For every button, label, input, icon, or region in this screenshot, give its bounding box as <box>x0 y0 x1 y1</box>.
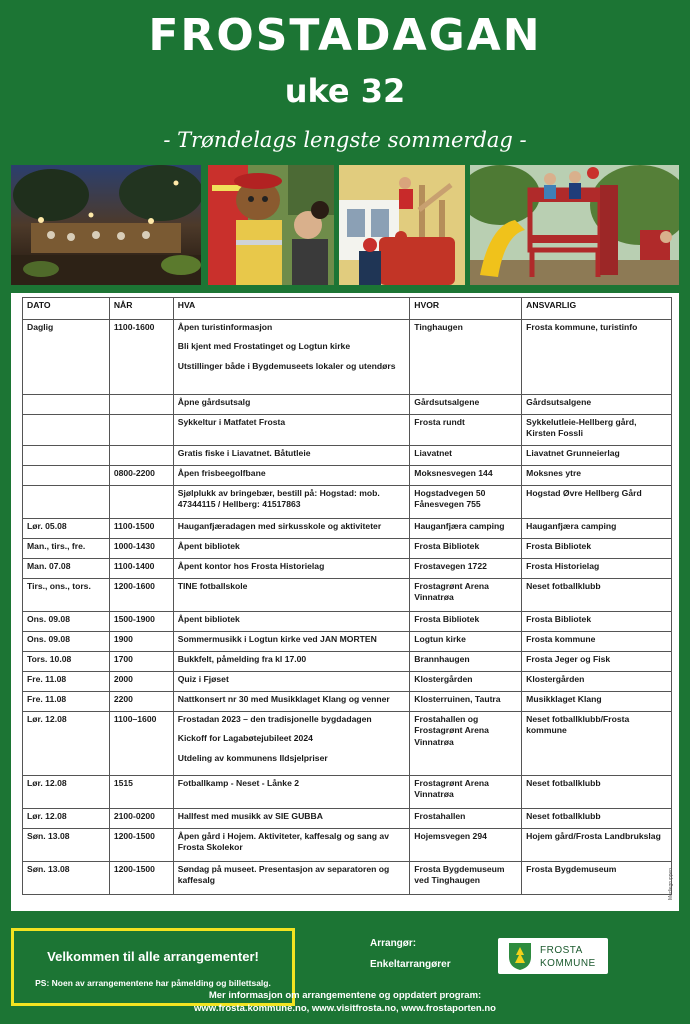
cell-ansvarlig: Frosta kommune <box>522 632 672 652</box>
cell-dato: Lør. 12.08 <box>23 809 110 829</box>
cell-ansvarlig: Neset fotballklubb <box>522 809 672 829</box>
cell-nar: 0800-2200 <box>109 466 173 486</box>
cell-hva <box>173 395 410 415</box>
cell-hvor: Gårdsutsalgene <box>410 395 522 415</box>
cell-hva <box>173 415 410 446</box>
table-row <box>23 559 672 579</box>
organizer-value: Enkeltarrangører <box>370 959 451 970</box>
table-row <box>23 539 672 559</box>
photo-concert <box>11 165 201 285</box>
table-row <box>23 612 672 632</box>
column-header-nar: NÅR <box>109 298 173 320</box>
schedule-table <box>22 297 672 895</box>
cell-ansvarlig: Hauganfjæra camping <box>522 519 672 539</box>
cell-dato: Ons. 09.08 <box>23 612 110 632</box>
cell-hvor: Tinghaugen <box>410 320 522 395</box>
activity-text: Åpne gårdsutsalg <box>177 397 251 407</box>
table-row <box>23 632 672 652</box>
logo-line1: FROSTA <box>540 945 583 956</box>
photo-fire-play <box>339 165 465 285</box>
cell-ansvarlig: Gårdsutsalgene <box>522 395 672 415</box>
footer-info-line: Mer informasjon om arrangementene og oppdatert program: <box>208 990 482 1001</box>
cell-nar: 2000 <box>109 672 173 692</box>
column-header-dato: DATO <box>23 298 110 320</box>
schedule-sheet <box>11 293 679 911</box>
cell-hva <box>173 466 410 486</box>
column-header-ansvarlig: ANSVARLIG <box>522 298 672 320</box>
table-row <box>23 519 672 539</box>
cell-ansvarlig: Sykkelutleie-Hellberg gård, Kirsten Fossli <box>522 415 672 446</box>
cell-nar: 1200-1500 <box>109 829 173 862</box>
cell-hva <box>173 559 410 579</box>
cell-nar <box>109 486 173 519</box>
table-row <box>23 862 672 895</box>
cell-hva <box>173 809 410 829</box>
welcome-note: PS: Noen av arrangementene har påmelding og billettsalg. <box>35 978 271 988</box>
cell-hva <box>173 486 410 519</box>
activity-text: Fotballkamp - Neset - Lånke 2 <box>177 778 300 788</box>
organizer-label: Arrangør: <box>370 938 417 949</box>
footer-info <box>0 990 690 1016</box>
footer-links[interactable]: www.frosta.kommune.no, www.visitfrosta.no, www.frostaporten.no <box>194 1002 496 1014</box>
activity-text: Åpen turistinformasjon <box>177 322 273 332</box>
frosta-coat-of-arms-icon <box>505 941 535 971</box>
cell-nar: 1100-1600 <box>109 320 173 395</box>
cell-nar <box>109 446 173 466</box>
cell-hvor: Frosta Bygdemuseum ved Tinghaugen <box>410 862 522 895</box>
table-row <box>23 692 672 712</box>
cell-nar: 1900 <box>109 632 173 652</box>
activity-text: Åpent bibliotek <box>177 614 240 624</box>
cell-nar <box>109 415 173 446</box>
activity-text: Åpen frisbeegolfbane <box>177 468 266 478</box>
cell-hvor: Hauganfjæra camping <box>410 519 522 539</box>
cell-hva <box>173 672 410 692</box>
welcome-title: Velkommen til alle arrangementer! <box>47 949 259 964</box>
cell-dato: Lør. 12.08 <box>23 712 110 776</box>
cell-dato <box>23 466 110 486</box>
cell-dato: Søn. 13.08 <box>23 829 110 862</box>
cell-dato <box>23 486 110 519</box>
activity-text: Gratis fiske i Liavatnet. Båtutleie <box>177 448 311 458</box>
cell-dato: Daglig <box>23 320 110 395</box>
table-body <box>23 320 672 895</box>
table-row <box>23 579 672 612</box>
cell-dato <box>23 446 110 466</box>
cell-ansvarlig: Moksnes ytre <box>522 466 672 486</box>
table-row <box>23 809 672 829</box>
cell-hva <box>173 776 410 809</box>
cell-hvor: Klostergården <box>410 672 522 692</box>
cell-nar: 1100–1600 <box>109 712 173 776</box>
cell-hva <box>173 446 410 466</box>
activity-text: Åpent bibliotek <box>177 541 240 551</box>
cell-nar: 1100-1500 <box>109 519 173 539</box>
activity-text: Bli kjent med Frostatinget og Logtun kirke <box>177 341 351 352</box>
logo-line2: KOMMUNE <box>540 957 596 969</box>
activity-text: Utdeling av kommunens Ildsjelpriser <box>177 752 328 763</box>
cell-nar: 1200-1500 <box>109 862 173 895</box>
cell-nar: 1000-1430 <box>109 539 173 559</box>
cell-ansvarlig: Frosta Jeger og Fisk <box>522 652 672 672</box>
poster-title: FROSTADAGAN <box>148 10 542 61</box>
cell-hva <box>173 579 410 612</box>
cell-ansvarlig: Liavatnet Grunneierlag <box>522 446 672 466</box>
cell-hva <box>173 692 410 712</box>
frosta-kommune-logo <box>498 938 608 974</box>
cell-hva <box>173 320 410 395</box>
activity-text: Frostadan 2023 – den tradisjonelle bygdadagen <box>177 714 372 724</box>
cell-ansvarlig: Frosta Historielag <box>522 559 672 579</box>
photo-strip <box>11 165 679 285</box>
activity-text: Åpen gård i Hojem. Aktiviteter, kaffesalg og sang av Frosta Skolekor <box>177 831 389 853</box>
table-row <box>23 486 672 519</box>
column-header-hva: HVA <box>173 298 410 320</box>
activity-text: Sjølplukk av bringebær, bestill på: Hogstad: mob. 47344115 / Hellberg: 41517863 <box>177 488 380 510</box>
cell-nar: 2200 <box>109 692 173 712</box>
cell-dato: Søn. 13.08 <box>23 862 110 895</box>
poster-subtitle: uke 32 <box>284 72 406 110</box>
cell-dato <box>23 395 110 415</box>
activity-text: Sommermusikk i Logtun kirke ved JAN MORTEN <box>177 634 377 644</box>
activity-text: Hauganfjæradagen med sirkusskole og aktiviteter <box>177 521 382 531</box>
cell-nar: 1515 <box>109 776 173 809</box>
table-row <box>23 415 672 446</box>
activity-text: Sykkeltur i Matfatet Frosta <box>177 417 286 427</box>
cell-ansvarlig: Hojem gård/Frosta Landbrukslag <box>522 829 672 862</box>
table-row <box>23 395 672 415</box>
activity-text: Utstillinger både i Bygdemuseets lokaler og utendørs <box>177 360 396 371</box>
cell-ansvarlig: Frosta kommune, turistinfo <box>522 320 672 395</box>
cell-nar: 1500-1900 <box>109 612 173 632</box>
activity-text: Quiz i Fjøset <box>177 674 229 684</box>
poster-tagline: - Trøndelags lengste sommerdag - <box>163 128 527 152</box>
cell-dato: Tirs., ons., tors. <box>23 579 110 612</box>
cell-hvor: Brannhaugen <box>410 652 522 672</box>
table-row <box>23 652 672 672</box>
activity-text: Hallfest med musikk av SIE GUBBA <box>177 811 323 821</box>
cell-hvor: Hojemsvegen 294 <box>410 829 522 862</box>
cell-nar: 1700 <box>109 652 173 672</box>
cell-hvor: Liavatnet <box>410 446 522 466</box>
photo-mascot <box>208 165 334 285</box>
cell-ansvarlig: Frosta Bygdemuseum <box>522 862 672 895</box>
cell-hvor: Logtun kirke <box>410 632 522 652</box>
cell-dato: Lør. 12.08 <box>23 776 110 809</box>
activity-text: TINE fotballskole <box>177 581 248 591</box>
cell-ansvarlig: Musikklaget Klang <box>522 692 672 712</box>
cell-ansvarlig: Hogstad Øvre Hellberg Gård <box>522 486 672 519</box>
cell-hva <box>173 612 410 632</box>
column-header-hvor: HVOR <box>410 298 522 320</box>
activity-text: Søndag på museet. Presentasjon av separatoren og kaffesalg <box>177 864 390 886</box>
cell-dato: Ons. 09.08 <box>23 632 110 652</box>
table-row <box>23 446 672 466</box>
cell-hvor: Frostagrønt Arena Vinnatrøa <box>410 579 522 612</box>
activity-text: Bukkfelt, påmelding fra kl 17.00 <box>177 654 307 664</box>
cell-ansvarlig: Frosta Bibliotek <box>522 539 672 559</box>
cell-nar: 1100-1400 <box>109 559 173 579</box>
cell-ansvarlig: Klostergården <box>522 672 672 692</box>
cell-dato: Lør. 05.08 <box>23 519 110 539</box>
cell-hvor: Frostagrønt Arena Vinnatrøa <box>410 776 522 809</box>
table-row <box>23 672 672 692</box>
photo-playground <box>470 165 679 285</box>
cell-dato: Fre. 11.08 <box>23 692 110 712</box>
cell-ansvarlig: Frosta Bibliotek <box>522 612 672 632</box>
table-row <box>23 712 672 776</box>
table-row <box>23 320 672 395</box>
cell-dato <box>23 415 110 446</box>
cell-ansvarlig: Neset fotballklubb <box>522 776 672 809</box>
table-header-row <box>23 298 672 320</box>
cell-dato: Fre. 11.08 <box>23 672 110 692</box>
cell-hva <box>173 712 410 776</box>
table-row <box>23 776 672 809</box>
cell-nar: 2100-0200 <box>109 809 173 829</box>
cell-hva <box>173 519 410 539</box>
activity-text: Åpent kontor hos Frosta Historielag <box>177 561 325 571</box>
cell-hvor: Moksnesvegen 144 <box>410 466 522 486</box>
table-row <box>23 466 672 486</box>
cell-hva <box>173 539 410 559</box>
cell-hva <box>173 862 410 895</box>
cell-hva <box>173 632 410 652</box>
table-row <box>23 829 672 862</box>
cell-hvor: Klosterruinen, Tautra <box>410 692 522 712</box>
activity-text: Kickoff for Lagabøtejubileet 2024 <box>177 733 313 744</box>
cell-dato: Man. 07.08 <box>23 559 110 579</box>
cell-hvor: Frosta rundt <box>410 415 522 446</box>
activity-text: Nattkonsert nr 30 med Musikklaget Klang og venner <box>177 694 390 704</box>
cell-dato: Tors. 10.08 <box>23 652 110 672</box>
logo-text <box>540 945 596 970</box>
cell-hva <box>173 652 410 672</box>
cell-dato: Man., tirs., fre. <box>23 539 110 559</box>
cell-hvor: Frosta Bibliotek <box>410 539 522 559</box>
cell-nar: 1200-1600 <box>109 579 173 612</box>
cell-hvor: Frostahallen og Frostagrønt Arena Vinnatrøa <box>410 712 522 776</box>
cell-nar <box>109 395 173 415</box>
cell-hva <box>173 829 410 862</box>
cell-hvor: Frosta Bibliotek <box>410 612 522 632</box>
cell-hvor: Frostavegen 1722 <box>410 559 522 579</box>
cell-hvor: Hogstadvegen 50 Fånesvegen 755 <box>410 486 522 519</box>
cell-hvor: Frostahallen <box>410 809 522 829</box>
organizer-block <box>370 938 451 980</box>
cell-ansvarlig: Neset fotballklubb/Frosta kommune <box>522 712 672 776</box>
cell-ansvarlig: Neset fotballklubb <box>522 579 672 612</box>
photo-credit: Mediegruppen <box>668 868 675 900</box>
